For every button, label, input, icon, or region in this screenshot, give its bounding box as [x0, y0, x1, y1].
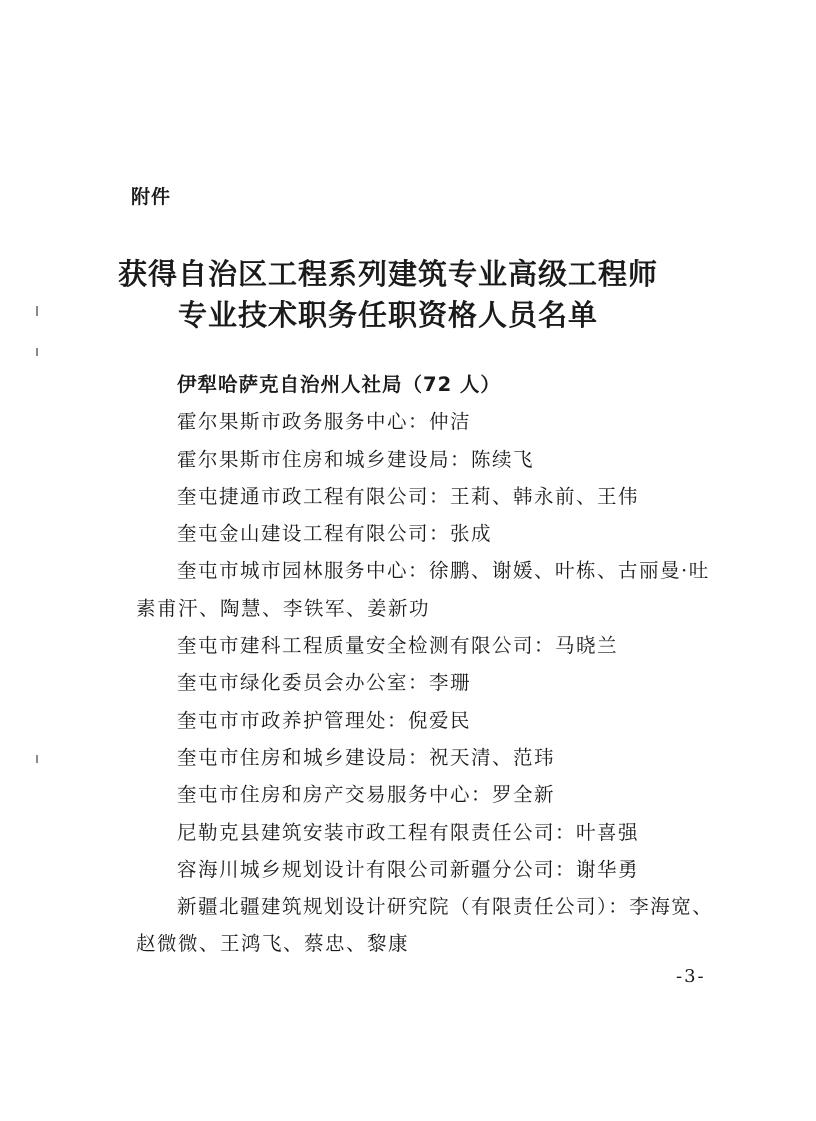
list-item: 尼勒克县建筑安装市政工程有限责任公司：叶喜强: [177, 820, 640, 844]
binding-mark-bottom: [36, 755, 38, 763]
document-title-line-2: 专业技术职务任职资格人员名单: [177, 298, 598, 332]
list-item: 新疆北疆建筑规划设计研究院（有限责任公司）：李海宽、赵微微、王鸿飞、蔡忠、黎康: [136, 895, 714, 956]
list-item: 奎屯市住房和城乡建设局：祝天清、范玮: [177, 745, 556, 769]
list-item: 奎屯市住房和房产交易服务中心：罗全新: [177, 783, 556, 807]
list-item: 容海川城乡规划设计有限公司新疆分公司：谢华勇: [177, 857, 640, 881]
list-item: 霍尔果斯市住房和城乡建设局：陈续飞: [177, 447, 535, 471]
list-item: 奎屯市建科工程质量安全检测有限公司：马晓兰: [177, 634, 619, 658]
list-item: 奎屯市绿化委员会办公室：李珊: [177, 671, 472, 695]
binding-mark-middle: [36, 348, 38, 356]
list-item: 奎屯市市政养护管理处：倪爱民: [177, 708, 472, 732]
list-item: 奎屯金山建设工程有限公司：张成: [177, 522, 493, 546]
list-item: 奎屯捷通市政工程有限公司：王莉、韩永前、王伟: [177, 484, 640, 508]
document-title-line-1: 获得自治区工程系列建筑专业高级工程师: [117, 257, 658, 291]
name-list: [136, 366, 726, 963]
attachment-label: 附件: [131, 186, 172, 208]
list-item: 奎屯市城市园林服务中心：徐鹏、谢媛、叶栋、古丽曼·吐素甫汗、陶慧、李铁军、姜新功: [136, 559, 710, 620]
page-number: -3-: [676, 966, 706, 987]
section-header: 伊犁哈萨克自治州人社局（72 人）: [177, 373, 501, 396]
list-item: 霍尔果斯市政务服务中心：仲洁: [177, 410, 472, 434]
